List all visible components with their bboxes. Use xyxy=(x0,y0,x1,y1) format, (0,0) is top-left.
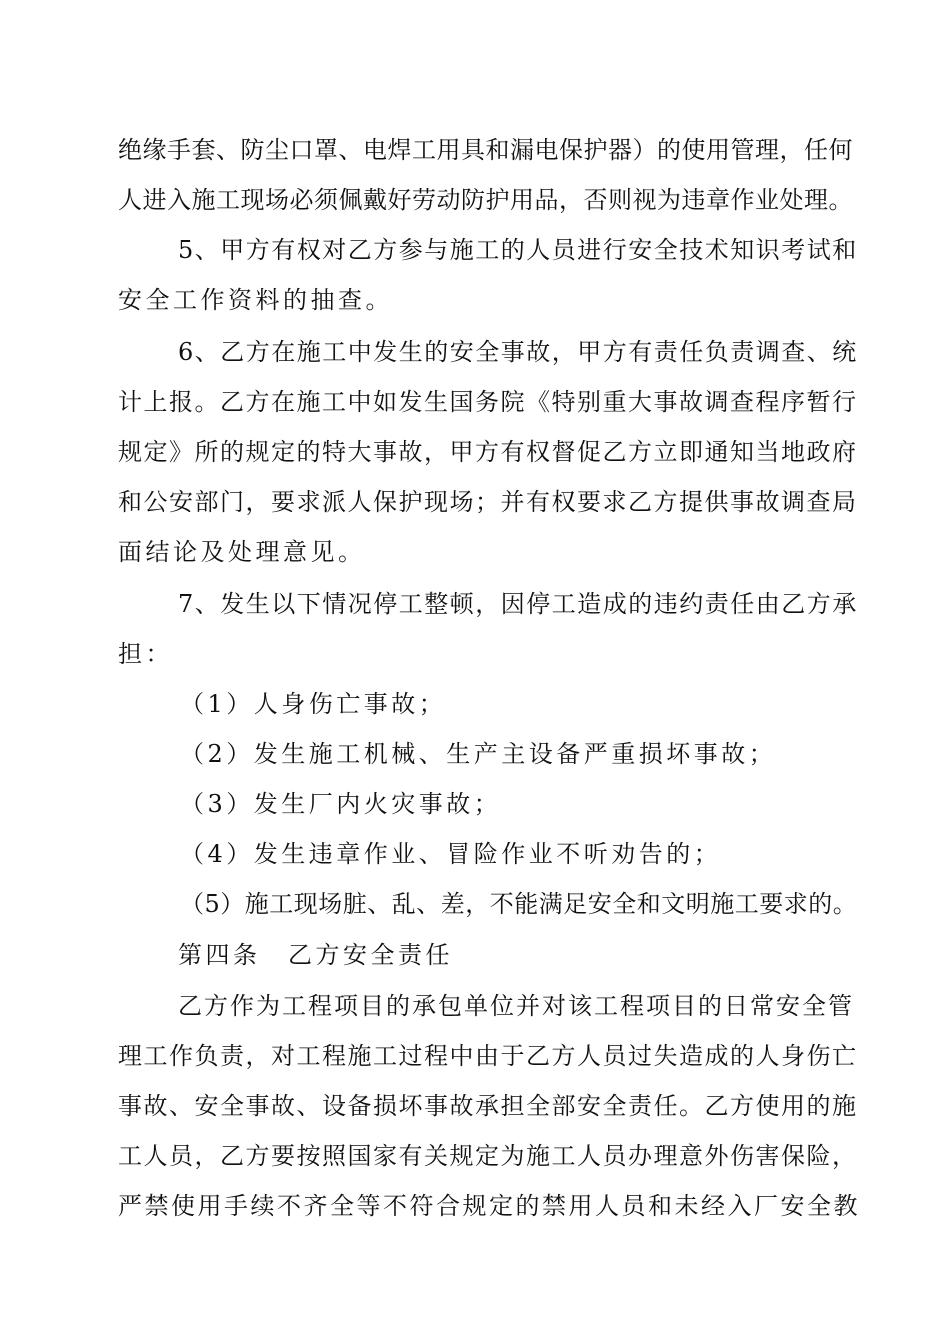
clause-7-line: 7、发生以下情况停工整顿，因停工造成的违约责任由乙方承 xyxy=(178,590,858,618)
paragraph-line: 面结论及处理意见。 xyxy=(118,538,366,566)
clause-5-line: 5、甲方有权对乙方参与施工的人员进行安全技术知识考试和 xyxy=(178,236,858,264)
list-item-3: （3）发生厂内火灾事故； xyxy=(180,790,502,818)
clause-6-line: 6、乙方在施工中发生的安全事故，甲方有责任负责调查、统 xyxy=(178,338,858,366)
paragraph-line: 事故、安全事故、设备损坏事故承担全部安全责任。乙方使用的施 xyxy=(118,1092,858,1120)
paragraph-line: 工人员，乙方要按照国家有关规定为施工人员办理意外伤害保险， xyxy=(118,1142,858,1170)
list-item-1: （1）人身伤亡事故； xyxy=(180,690,447,718)
paragraph-line: 计上报。乙方在施工中如发生国务院《特别重大事故调查程序暂行 xyxy=(118,388,858,416)
list-item-5: （5）施工现场脏、乱、差，不能满足安全和文明施工要求的。 xyxy=(180,890,858,918)
paragraph-line: 规定》所的规定的特大事故，甲方有权督促乙方立即通知当地政府 xyxy=(118,438,858,466)
list-item-4: （4）发生违章作业、冒险作业不听劝告的； xyxy=(180,840,722,868)
paragraph-line: 严禁使用手续不齐全等不符合规定的禁用人员和未经入厂安全教 xyxy=(118,1192,860,1220)
paragraph-line: 和公安部门，要求派人保护现场；并有权要求乙方提供事故调查局 xyxy=(118,488,858,516)
article-heading: 第四条 乙方安全责任 xyxy=(178,941,453,969)
paragraph-line: 人进入施工现场必须佩戴好劳动防护用品，否则视为违章作业处理。 xyxy=(118,186,853,214)
paragraph-line: 乙方作为工程项目的承包单位并对该工程项目的日常安全管 xyxy=(178,992,854,1020)
list-item-2: （2）发生施工机械、生产主设备严重损坏事故； xyxy=(180,740,777,768)
paragraph-line: 担： xyxy=(118,640,173,668)
paragraph-line: 理工作负责，对工程施工过程中由于乙方人员过失造成的人身伤亡 xyxy=(118,1042,858,1070)
paragraph-line: 安全工作资料的抽查。 xyxy=(118,286,393,314)
paragraph-line: 绝缘手套、防尘口罩、电焊工用具和漏电保护器）的使用管理，任何 xyxy=(118,136,853,164)
